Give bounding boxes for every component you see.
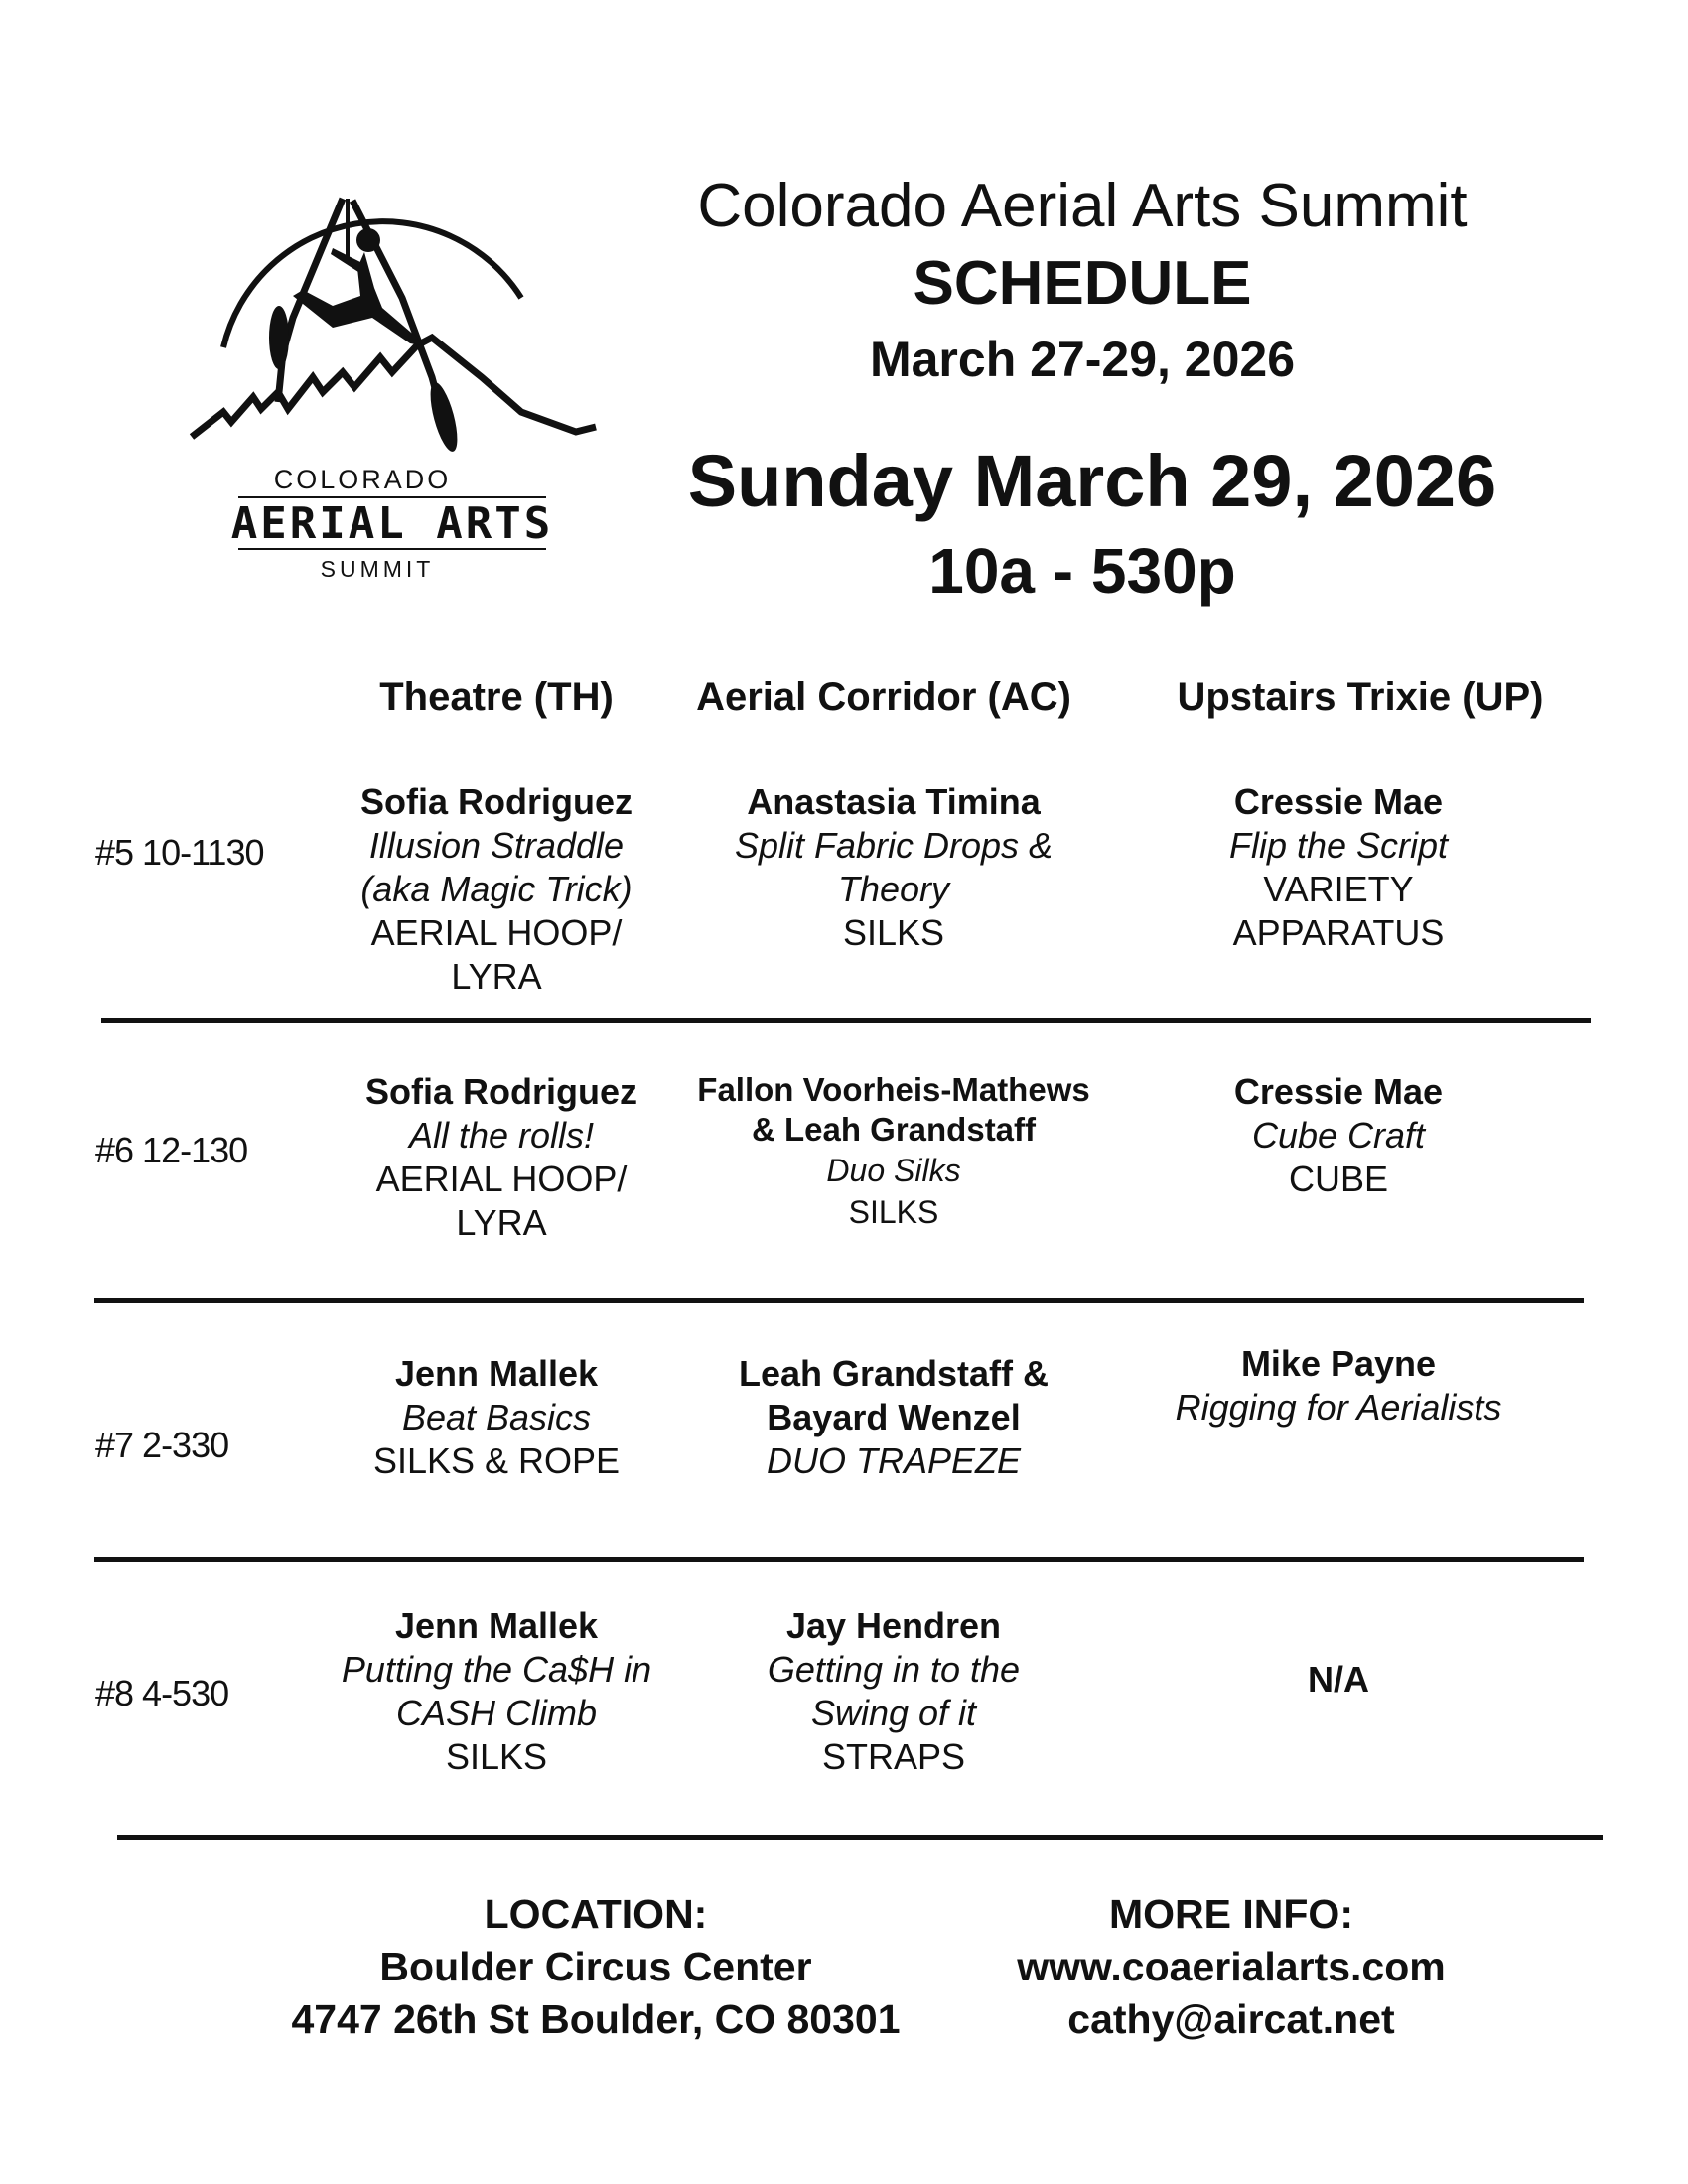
session-slot: #7 2-330 xyxy=(95,1425,229,1465)
session-cell-upstairs xyxy=(1140,1342,1537,1430)
session-slot: #6 12-130 xyxy=(95,1130,248,1170)
apparatus-label: APPARATUS xyxy=(1232,912,1445,953)
instructor-name: Cressie Mae xyxy=(1233,781,1444,822)
apparatus-label: SILKS xyxy=(445,1736,548,1777)
class-title: All the rolls! xyxy=(408,1115,595,1156)
apparatus-label: LYRA xyxy=(451,956,542,997)
instructor-name: Bayard Wenzel xyxy=(767,1397,1021,1437)
column-header-corridor: Aerial Corridor (AC) xyxy=(696,675,1071,719)
instructor-name: Jay Hendren xyxy=(785,1605,1002,1646)
class-title: Split Fabric Drops & xyxy=(734,825,1054,866)
day-hours: 10a - 530p xyxy=(928,535,1236,607)
session-cell-theatre xyxy=(298,780,695,999)
instructor-name: Leah Grandstaff & xyxy=(738,1353,1050,1394)
apparatus-label: SILKS xyxy=(848,1194,939,1230)
schedule-heading: SCHEDULE xyxy=(913,249,1252,318)
location-name: Boulder Circus Center xyxy=(379,1944,812,1989)
apparatus-label: VARIETY xyxy=(1263,869,1414,909)
apparatus-label: SILKS xyxy=(842,912,945,953)
column-header-upstairs: Upstairs Trixie (UP) xyxy=(1177,675,1544,719)
apparatus-label: SILKS & ROPE xyxy=(372,1440,621,1481)
apparatus-label: CUBE xyxy=(1288,1159,1389,1199)
instructor-name: Anastasia Timina xyxy=(747,781,1041,822)
instructor-name: Cressie Mae xyxy=(1233,1071,1444,1112)
class-title: Getting in to the xyxy=(767,1649,1021,1690)
instructor-name: Sofia Rodriguez xyxy=(364,1071,637,1112)
class-title: Cube Craft xyxy=(1251,1115,1426,1156)
row-divider xyxy=(94,1298,1584,1303)
class-title: Illusion Straddle xyxy=(368,825,625,866)
logo-colorado-text: COLORADO xyxy=(273,465,452,494)
session-cell-upstairs xyxy=(1140,1070,1537,1201)
class-title: Duo Silks xyxy=(826,1153,961,1188)
column-header-theatre: Theatre (TH) xyxy=(379,675,614,719)
session-cell-upstairs xyxy=(1140,780,1537,955)
class-title: Rigging for Aerialists xyxy=(1175,1387,1502,1428)
apparatus-label: AERIAL HOOP/ xyxy=(370,912,623,953)
aerialist-logo-icon xyxy=(184,179,611,467)
class-title: (aka Magic Trick) xyxy=(360,869,633,909)
session-cell-theatre xyxy=(298,1352,695,1483)
apparatus-label: LYRA xyxy=(456,1202,547,1243)
apparatus-label: STRAPS xyxy=(821,1736,966,1777)
event-dates: March 27-29, 2026 xyxy=(869,332,1296,387)
apparatus-label: AERIAL HOOP/ xyxy=(375,1159,628,1199)
session-cell-corridor xyxy=(645,1352,1142,1483)
session-cell-corridor xyxy=(645,780,1142,955)
website-link[interactable]: www.coaerialarts.com xyxy=(1017,1944,1446,1989)
more-info-heading: MORE INFO: xyxy=(1109,1891,1353,1937)
instructor-name: & Leah Grandstaff xyxy=(751,1111,1037,1148)
row-divider xyxy=(94,1557,1584,1562)
location-heading: LOCATION: xyxy=(484,1891,708,1937)
class-title: DUO TRAPEZE xyxy=(766,1440,1022,1481)
instructor-name: Mike Payne xyxy=(1240,1343,1437,1384)
session-slot: #8 4-530 xyxy=(95,1673,229,1713)
session-cell-upstairs xyxy=(1140,1658,1537,1702)
class-title: Flip the Script xyxy=(1228,825,1449,866)
instructor-name: Sofia Rodriguez xyxy=(359,781,633,822)
instructor-name: Jenn Mallek xyxy=(394,1353,599,1394)
row-divider xyxy=(117,1835,1603,1840)
class-title: Theory xyxy=(837,869,950,909)
class-title: CASH Climb xyxy=(395,1693,598,1733)
location-address: 4747 26th St Boulder, CO 80301 xyxy=(291,1996,901,2042)
session-slot: #5 10-1130 xyxy=(95,832,264,873)
more-info-block xyxy=(973,1888,1489,2046)
session-cell-theatre xyxy=(303,1070,700,1245)
instructor-name: Fallon Voorheis-Mathews xyxy=(697,1071,1090,1108)
class-title: Swing of it xyxy=(810,1693,977,1733)
location-block xyxy=(228,1888,963,2046)
class-title: Putting the Ca$H in xyxy=(341,1649,652,1690)
class-title: Beat Basics xyxy=(401,1397,592,1437)
logo-rule-bottom xyxy=(238,548,546,550)
session-cell-theatre xyxy=(298,1604,695,1779)
day-title: Sunday March 29, 2026 xyxy=(687,440,1497,522)
instructor-name: Jenn Mallek xyxy=(394,1605,599,1646)
instructor-name: N/A xyxy=(1308,1659,1369,1700)
event-title: Colorado Aerial Arts Summit xyxy=(697,172,1468,240)
row-divider xyxy=(101,1018,1591,1023)
summit-logo xyxy=(184,179,611,596)
session-cell-corridor xyxy=(645,1070,1142,1233)
logo-aerial-arts-text: AERIAL ARTS xyxy=(230,498,554,549)
logo-summit-text: SUMMIT xyxy=(320,556,435,582)
session-cell-corridor xyxy=(645,1604,1142,1779)
email-link[interactable]: cathy@aircat.net xyxy=(1067,1996,1395,2042)
